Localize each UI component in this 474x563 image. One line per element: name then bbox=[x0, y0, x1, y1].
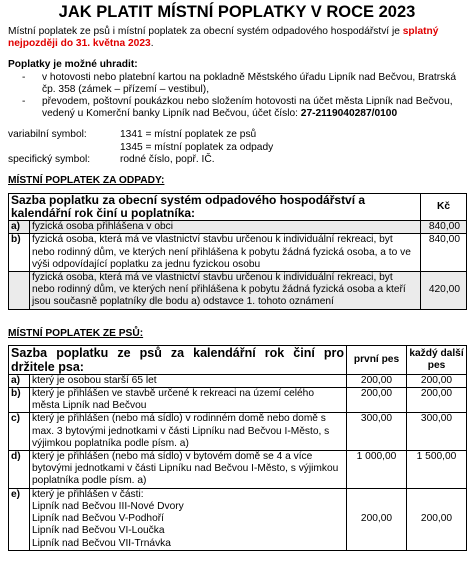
table-header-row bbox=[9, 345, 467, 374]
first-dog-amount: 300,00 bbox=[347, 413, 407, 451]
waste-fee-table bbox=[8, 193, 467, 309]
list-dash: - bbox=[22, 71, 26, 83]
intro-end: . bbox=[150, 38, 154, 50]
table-row bbox=[9, 488, 467, 550]
row-text-line: který je přihlášen v části: bbox=[32, 488, 144, 500]
payment-option-cash-text: v hotovosti nebo platební kartou na pokladně Městského úřadu Lipník nad Bečvou, Bratrská čp. 358 (zámek – přízemí – vestibul), bbox=[42, 71, 456, 95]
variable-symbol-dogs: 1341 = místní poplatek ze psů bbox=[120, 129, 257, 141]
row-text: který je přihlášen (nebo má sídlo) v rodinném domě nebo domě s max. 3 bytovými jednotkami v části Lipníku nad Bečvou I-Město, s výjimkou poplatníka podle písm. a) bbox=[30, 413, 347, 451]
first-dog-amount: 200,00 bbox=[347, 488, 407, 550]
specific-symbol-label: specifický symbol: bbox=[8, 153, 91, 165]
row-letter: b) bbox=[9, 234, 30, 272]
row-text: který je přihlášen (nebo má sídlo) v bytovém domě se 4 a více bytovými jednotkami v části Lipníku nad Bečvou I-Město, s výjimkou poplatníka podle písm. a) bbox=[30, 451, 347, 489]
variable-symbol-waste: 1345 = místní poplatek za odpady bbox=[120, 141, 274, 153]
row-amount: 840,00 bbox=[421, 221, 467, 234]
payment-option-transfer bbox=[8, 96, 466, 120]
table-header-row bbox=[9, 194, 467, 221]
table-row bbox=[9, 374, 467, 387]
dogs-table-header: Sazba poplatku ze psů za kalendářní rok činí pro držitele psa: bbox=[9, 345, 347, 374]
intro-text: Místní poplatek ze psů i místní poplatek za obecní systém odpadového hospodářství je bbox=[8, 26, 403, 37]
bank-account-number: 27-2119040287/0100 bbox=[300, 108, 398, 120]
row-text: fyzická osoba, která má ve vlastnictví stavbu určenou k individuální rekreaci, byt nebo rodinný dům, ve kterých není přihlášena k pobytu žádná fyzická osoba a kteří jsou současně poplatníky dle bodu a) odstavce 1. tohoto oznámení bbox=[30, 272, 421, 310]
first-dog-amount: 200,00 bbox=[347, 374, 407, 387]
row-letter: c) bbox=[9, 413, 30, 451]
row-letter bbox=[9, 272, 30, 310]
payment-option-cash bbox=[8, 72, 466, 96]
each-dog-amount: 200,00 bbox=[407, 374, 467, 387]
row-text: který je osobou starší 65 let bbox=[30, 374, 347, 387]
payment-symbols bbox=[8, 129, 466, 166]
list-dash: - bbox=[22, 96, 26, 108]
row-letter: a) bbox=[9, 221, 30, 234]
row-letter: a) bbox=[9, 374, 30, 387]
row-text-line: Lipník nad Bečvou VI-Loučka bbox=[32, 525, 165, 537]
intro-due-word: splatný bbox=[402, 26, 439, 37]
first-dog-amount: 200,00 bbox=[347, 388, 407, 413]
row-text-block bbox=[30, 488, 347, 550]
each-next-dog-header: každý další pes bbox=[407, 345, 467, 374]
row-amount: 420,00 bbox=[421, 272, 467, 310]
row-text-line: Lipník nad Bečvou VII-Trnávka bbox=[32, 537, 171, 549]
each-dog-amount: 300,00 bbox=[407, 413, 467, 451]
payment-option-transfer-text: převodem, poštovní poukázkou nebo složením hotovosti na účet města Lipník nad Bečvou, vedený u Komerční banky Lipník nad Bečvou, účet číslo: bbox=[42, 96, 453, 120]
table-row bbox=[9, 388, 467, 413]
row-letter: b) bbox=[9, 388, 30, 413]
table-row bbox=[9, 221, 467, 234]
first-dog-header: první pes bbox=[347, 345, 407, 374]
payment-heading: Poplatky je možné uhradit: bbox=[8, 59, 138, 71]
waste-section-title: MÍSTNÍ POPLATEK ZA ODPADY: bbox=[8, 175, 165, 187]
first-dog-amount: 1 000,00 bbox=[347, 451, 407, 489]
each-dog-amount: 200,00 bbox=[407, 388, 467, 413]
each-dog-amount: 1 500,00 bbox=[407, 451, 467, 489]
currency-header: Kč bbox=[421, 194, 467, 221]
each-dog-amount: 200,00 bbox=[407, 488, 467, 550]
row-text: fyzická osoba, která má ve vlastnictví stavbu určenou k individuální rekreaci, byt nebo rodinný dům, ve kterých není přihlášena k pobytu žádná fyzická osoba, a to ve výši odpovídající poplatku za jednu fyzickou osobu bbox=[30, 234, 421, 272]
specific-symbol-value: rodné číslo, popř. IČ. bbox=[120, 153, 215, 165]
table-row bbox=[9, 413, 467, 451]
intro-deadline: nejpozději do 31. května 2023 bbox=[8, 38, 151, 50]
row-letter: e) bbox=[9, 488, 30, 550]
dogs-section-title: MÍSTNÍ POPLATEK ZE PSŮ: bbox=[8, 327, 144, 339]
page-title: JAK PLATIT MÍSTNÍ POPLATKY V ROCE 2023 bbox=[58, 3, 416, 21]
variable-symbol-label: variabilní symbol: bbox=[8, 129, 87, 141]
table-row bbox=[9, 451, 467, 489]
payment-options-list bbox=[8, 72, 466, 121]
intro-paragraph bbox=[8, 26, 466, 50]
table-row bbox=[9, 234, 467, 272]
row-text-line: Lipník nad Bečvou III-Nové Dvory bbox=[32, 500, 184, 512]
waste-table-header: Sazba poplatku za obecní systém odpadového hospodářství a kalendářní rok činí u poplatníka: bbox=[9, 194, 421, 221]
row-text-line: Lipník nad Bečvou V-Podhoří bbox=[32, 513, 164, 525]
row-text: fyzická osoba přihlášena v obci bbox=[30, 221, 421, 234]
row-amount: 840,00 bbox=[421, 234, 467, 272]
row-letter: d) bbox=[9, 451, 30, 489]
dog-fee-table bbox=[8, 345, 467, 551]
table-row bbox=[9, 272, 467, 310]
row-text: který je přihlášen ve stavbě určené k rekreaci na území celého města Lipník nad Bečvou bbox=[30, 388, 347, 413]
